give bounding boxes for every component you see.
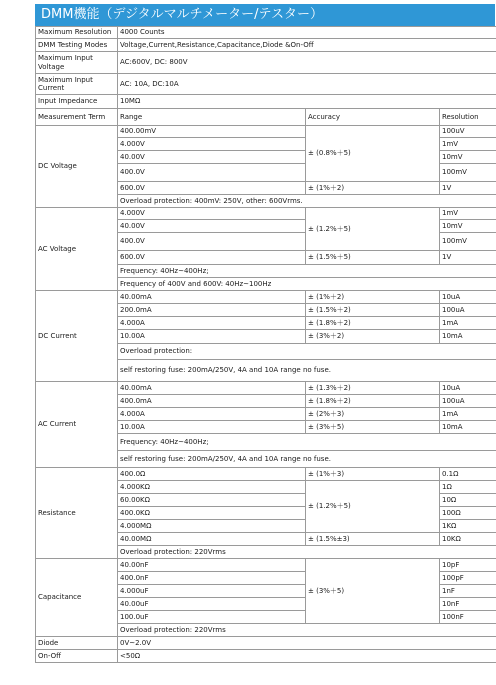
range-cell: 4.000uF [118,585,306,598]
range-cell: 400.0KΩ [118,507,306,520]
range-cell: 40.00nF [118,559,306,572]
range-cell: 4.000KΩ [118,481,306,494]
resolution-cell: 10mA [440,421,496,434]
general-label: Maximum Resolution [36,27,118,39]
table-row [36,27,496,39]
table-row [36,126,496,138]
table-row [36,468,496,481]
table-row [36,39,496,52]
accuracy-cell: ± (2%＋3) [306,408,440,421]
resolution-cell: 100Ω [440,507,496,520]
accuracy-cell: ± (3%＋5) [306,559,440,624]
general-value: AC: 10A, DC:10A [118,74,496,95]
range-cell: 400.00mV [118,126,306,138]
note-cell: self restoring fuse: 200mA/250V, 4A and 10A range no fuse. [118,451,496,468]
accuracy-cell: ± (0.8%＋5) [306,126,440,182]
resolution-cell: 10uA [440,382,496,395]
range-cell: 60.00KΩ [118,494,306,507]
header-banner: DMM機能（デジタルマルチメーター/テスター） [35,4,495,26]
resolution-cell: 100mV [440,164,496,182]
term-on-off: On-Off [36,650,118,663]
range-cell: 400.0V [118,233,306,251]
range-cell: 100.0uF [118,611,306,624]
resolution-cell: 100mV [440,233,496,251]
accuracy-cell: ± (1.3%＋2) [306,382,440,395]
resolution-cell: 1KΩ [440,520,496,533]
column-header-term: Measurement Term [36,109,118,126]
accuracy-cell: ± (1.5%＋5) [306,251,440,265]
resolution-cell: 100pF [440,572,496,585]
resolution-cell: 10nF [440,598,496,611]
term-capacitance: Capacitance [36,559,118,637]
note-cell: Frequency: 40Hz~400Hz; [118,434,496,451]
range-cell: 10.00A [118,330,306,344]
accuracy-cell: ± (3%＋5) [306,421,440,434]
table-row [36,637,496,650]
range-cell: 10.00A [118,421,306,434]
table-row [36,95,496,109]
range-cell: 4.000V [118,208,306,220]
range-cell: 400.0Ω [118,468,306,481]
range-cell: 4.000MΩ [118,520,306,533]
term-ac-voltage: AC Voltage [36,208,118,291]
range-cell: 400.0mA [118,395,306,408]
range-cell: 40.00uF [118,598,306,611]
range-cell: 200.0mA [118,304,306,317]
resolution-cell: 100nF [440,611,496,624]
term-ac-current: AC Current [36,382,118,468]
general-value: <50Ω [118,650,496,663]
range-cell: 40.00mA [118,382,306,395]
accuracy-cell: ± (3%＋2) [306,330,440,344]
resolution-cell: 1mA [440,317,496,330]
general-label: Maximum Input Voltage [36,52,118,74]
term-dc-voltage: DC Voltage [36,126,118,208]
accuracy-cell: ± (1%＋2) [306,182,440,195]
general-label: Input Impedance [36,95,118,109]
term-dc-current: DC Current [36,291,118,382]
general-label: Maximum Input Current [36,74,118,95]
resolution-cell: 10mA [440,330,496,344]
resolution-cell: 0.1Ω [440,468,496,481]
resolution-cell: 1nF [440,585,496,598]
table-row [36,74,496,95]
note-cell: self restoring fuse: 200mA/250V, 4A and 10A range no fuse. [118,360,496,382]
accuracy-cell: ± (1.8%＋2) [306,317,440,330]
range-cell: 400.0nF [118,572,306,585]
note-cell: Overload protection: 400mV: 250V, other: 600Vrms. [118,195,496,208]
accuracy-cell: ± (1%＋2) [306,291,440,304]
resolution-cell: 10KΩ [440,533,496,546]
column-header-resolution: Resolution [440,109,496,126]
range-cell: 4.000A [118,408,306,421]
table-row [36,208,496,220]
resolution-cell: 1mV [440,208,496,220]
resolution-cell: 1mV [440,138,496,151]
accuracy-cell: ± (1%＋3) [306,468,440,481]
range-cell: 40.00mA [118,291,306,304]
resolution-cell: 100uA [440,304,496,317]
accuracy-cell: ± (1.8%＋2) [306,395,440,408]
general-value: 4000 Counts [118,27,496,39]
range-cell: 40.00MΩ [118,533,306,546]
column-header-accuracy: Accuracy [306,109,440,126]
table-row [36,650,496,663]
resolution-cell: 100uV [440,126,496,138]
general-value: 0V~2.0V [118,637,496,650]
note-cell: Frequency of 400V and 600V: 40Hz~100Hz [118,278,496,291]
resolution-cell: 1mA [440,408,496,421]
term-resistance: Resistance [36,468,118,559]
accuracy-cell: ± (1.2%＋5) [306,208,440,251]
accuracy-cell: ± (1.5%±3) [306,533,440,546]
resolution-cell: 10mV [440,151,496,164]
term-diode: Diode [36,637,118,650]
resolution-cell: 100uA [440,395,496,408]
resolution-cell: 10mV [440,220,496,233]
general-value: AC:600V, DC: 800V [118,52,496,74]
general-label: DMM Testing Modes [36,39,118,52]
resolution-cell: 1V [440,182,496,195]
table-row [36,382,496,395]
note-cell: Frequency: 40Hz~400Hz; [118,265,496,278]
resolution-cell: 1V [440,251,496,265]
accuracy-cell: ± (1.2%＋5) [306,481,440,533]
note-cell: Overload protection: [118,344,496,360]
range-cell: 40.00V [118,151,306,164]
range-cell: 400.0V [118,164,306,182]
general-value: Voltage,Current,Resistance,Capacitance,Diode &On-Off [118,39,496,52]
range-cell: 4.000A [118,317,306,330]
general-value: 10MΩ [118,95,496,109]
note-cell: Overload protection: 220Vrms [118,624,496,637]
accuracy-cell: ± (1.5%＋2) [306,304,440,317]
range-cell: 4.000V [118,138,306,151]
range-cell: 600.0V [118,182,306,195]
resolution-cell: 10uA [440,291,496,304]
resolution-cell: 1Ω [440,481,496,494]
range-cell: 40.00V [118,220,306,233]
resolution-cell: 10pF [440,559,496,572]
note-cell: Overload protection: 220Vrms [118,546,496,559]
table-row [36,291,496,304]
table-row [36,559,496,572]
column-header-range: Range [118,109,306,126]
column-header-row [36,109,496,126]
resolution-cell: 10Ω [440,494,496,507]
spec-table [35,26,496,663]
table-row [36,52,496,74]
range-cell: 600.0V [118,251,306,265]
